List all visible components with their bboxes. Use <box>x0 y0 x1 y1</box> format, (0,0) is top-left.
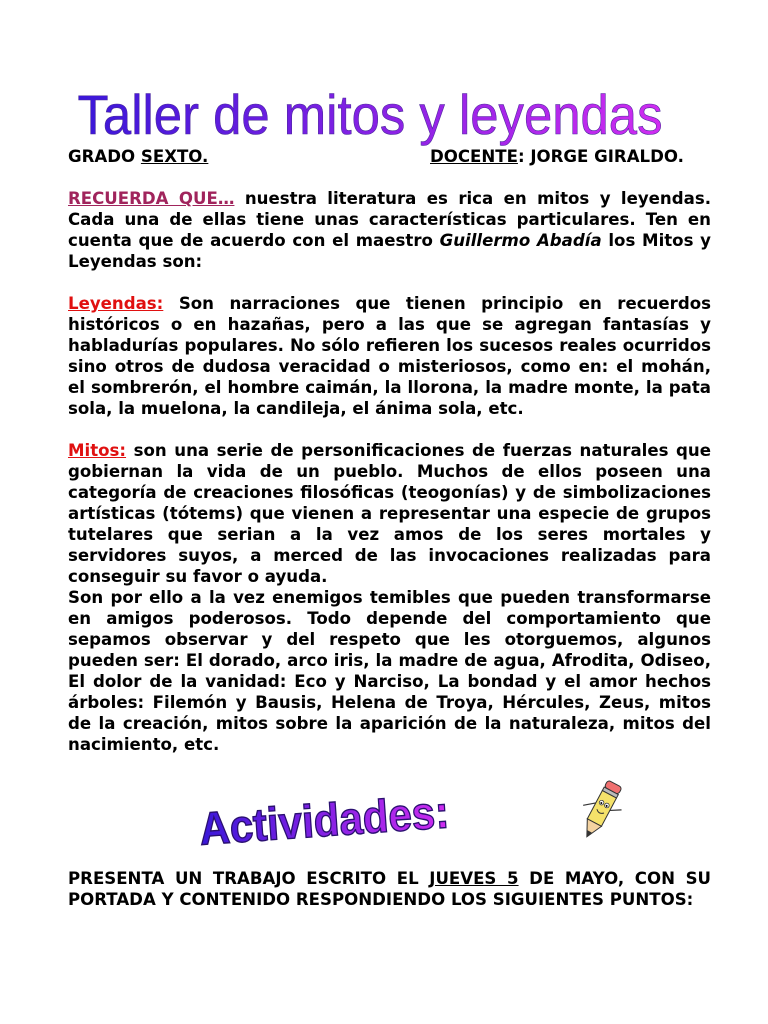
document-body <box>68 146 711 755</box>
docente-label: DOCENTE <box>430 147 518 166</box>
mitos-label: Mitos: <box>68 441 127 460</box>
intro-paragraph: RECUERDA QUE… nuestra literatura es rica en mitos y leyendas. Cada una de ellas tiene unas características particulares. Ten en cuenta que de acuerdo con el maestro Guillermo Abadía los Mitos y Leyendas son: <box>68 189 711 271</box>
actividades-text: Actividades: <box>197 786 460 850</box>
leyendas-label: Leyendas: <box>68 294 164 313</box>
title-text: Taller de mitos y leyendas <box>77 83 663 146</box>
mitos-paragraph-2: Son por ello a la vez enemigos temibles que pueden transformarse en amigos poderosos. Todo depende del comportamiento que sepamos observar y del respeto que les otorguemos, algunos pueden ser: El dorado, arco iris, la madre de agua, Afrodita, Odiseo, El dolor de la vanidad: Eco y Narciso, La bondad y el amor hechos árboles: Filemón y Bausis, Helena de Troya, Hércules, Zeus, mitos de la creación, mitos sobre la aparición de la naturaleza, mitos del nacimiento, etc. <box>68 588 711 754</box>
mitos-paragraph: Mitos: son una serie de personificaciones de fuerzas naturales que gobiernan la vida de un pueblo. Muchos de ellos poseen una categoría de creaciones filosóficas (teogonías) y de simbolizaciones artísticas (tótems) que vienen a representar una especie de grupos tutelares que serian a la vez amos de los seres mortales y servidores suyos, a merced de las invocaciones realizadas para conseguir su favor o ayuda. <box>68 441 711 586</box>
pencil-character-icon <box>564 776 636 848</box>
task-section <box>68 868 711 910</box>
leyendas-paragraph: Leyendas: Son narraciones que tienen principio en recuerdos históricos o en hazañas, pero a las que se agregan fantasías y habladurías populares. No sólo refieren los sucesos reales ocurridos sino otros de dudosa veracidad o misteriosos, como en: el mohán, el sombrerón, el hombre caimán, la llorona, la madre monte, la pata sola, la muelona, la candileja, el ánima sola, etc. <box>68 294 711 418</box>
recuerda-label: RECUERDA QUE… <box>68 189 235 208</box>
document-title <box>0 78 768 148</box>
grado-value: SEXTO. <box>140 147 209 166</box>
author-name: Guillermo Abadía <box>439 231 602 250</box>
grado-field: GRADO SEXTO. <box>68 147 209 166</box>
task-date: JUEVES 5 <box>429 869 519 888</box>
actividades-heading <box>190 786 460 850</box>
task-paragraph: PRESENTA UN TRABAJO ESCRITO EL JUEVES 5 DE MAYO, CON SU PORTADA Y CONTENIDO RESPONDIENDO LOS SIGUIENTES PUNTOS: <box>68 869 712 909</box>
docente-field: DOCENTE: JORGE GIRALDO. <box>430 147 684 166</box>
header-line <box>68 146 711 167</box>
